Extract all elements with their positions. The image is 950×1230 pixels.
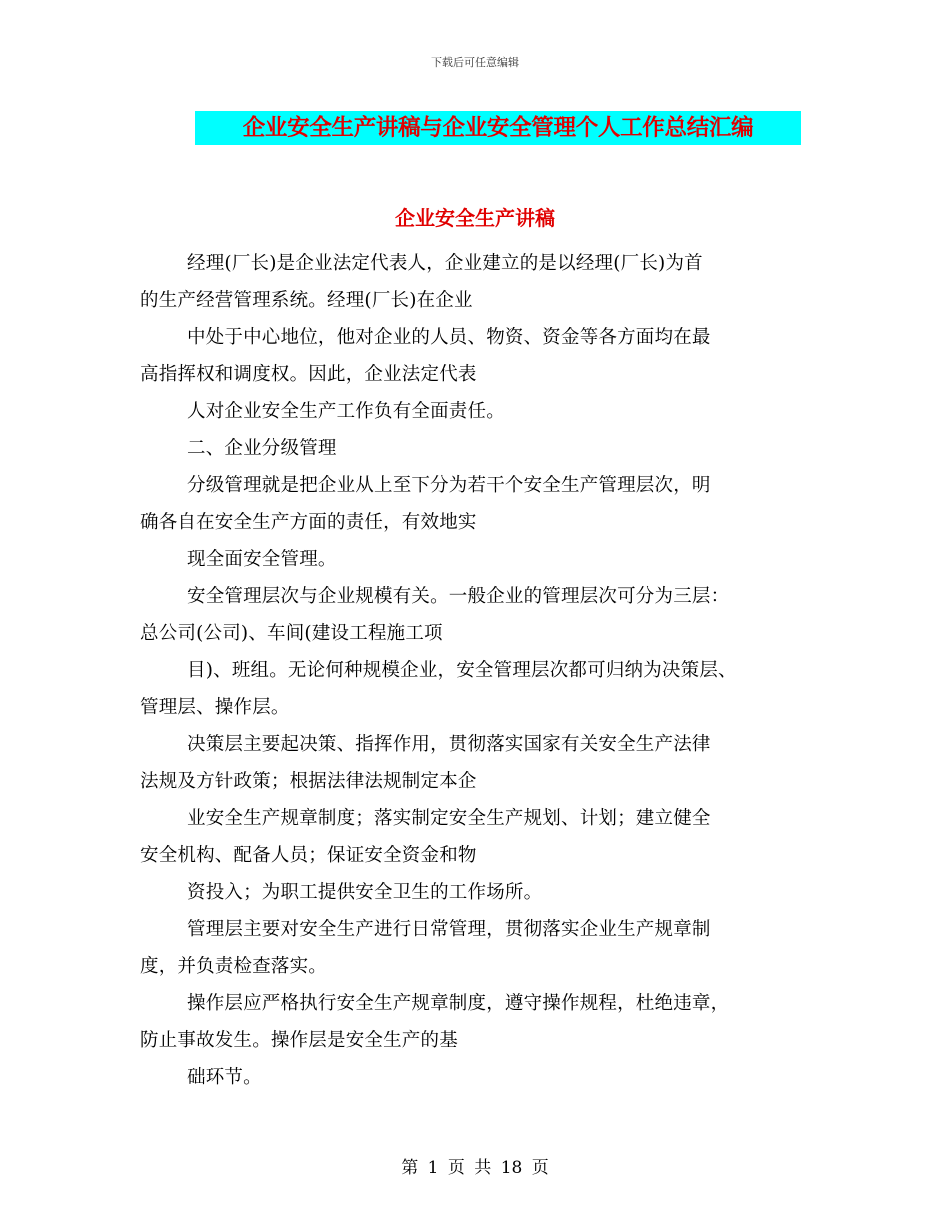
header-note: 下载后可任意编辑 [431,56,519,69]
body-line: 二、企业分级管理 [187,438,337,459]
body-line: 确各自在安全生产方面的责任，有效地实 [140,512,477,533]
body-line: 安全机构、配备人员；保证安全资金和物 [140,845,477,866]
body-line: 高指挥权和调度权。因此，企业法定代表 [140,364,477,385]
body-line: 的生产经营管理系统。经理(厂长)在企业 [140,290,473,311]
body-line: 管理层主要对安全生产进行日常管理，贯彻落实企业生产规章制 [187,919,711,940]
body-line: 操作层应严格执行安全生产规章制度，遵守操作规程，杜绝违章， [187,993,730,1014]
body-line: 中处于中心地位，他对企业的人员、物资、资金等各方面均在最 [187,327,711,348]
body-line: 度，并负责检查落实。 [140,956,328,977]
body-line: 资投入；为职工提供安全卫生的工作场所。 [187,882,543,903]
document-body [140,250,820,1101]
body-line: 管理层、操作层。 [140,697,290,718]
document-title: 企业安全生产讲稿与企业安全管理个人工作总结汇编 [195,111,801,145]
body-line: 础环节。 [187,1067,262,1088]
body-line: 总公司(公司)、车间(建设工程施工项 [140,623,443,644]
body-line: 人对企业安全生产工作负有全面责任。 [187,401,505,422]
page-footer: 第 1 页 共 18 页 [401,1158,549,1178]
body-line: 安全管理层次与企业规模有关。一般企业的管理层次可分为三层： [187,586,730,607]
body-line: 法规及方针政策；根据法律法规制定本企 [140,771,477,792]
body-line: 决策层主要起决策、指挥作用，贯彻落实国家有关安全生产法律 [187,734,711,755]
body-line: 经理(厂长)是企业法定代表人，企业建立的是以经理(厂长)为首 [187,253,703,274]
section-title: 企业安全生产讲稿 [395,206,555,230]
body-line: 分级管理就是把企业从上至下分为若干个安全生产管理层次，明 [187,475,711,496]
body-line: 目)、班组。无论何种规模企业，安全管理层次都可归纳为决策层、 [187,660,737,681]
body-line: 业安全生产规章制度；落实制定安全生产规划、计划；建立健全 [187,808,711,829]
body-line: 防止事故发生。操作层是安全生产的基 [140,1030,458,1051]
body-line: 现全面安全管理。 [187,549,337,570]
